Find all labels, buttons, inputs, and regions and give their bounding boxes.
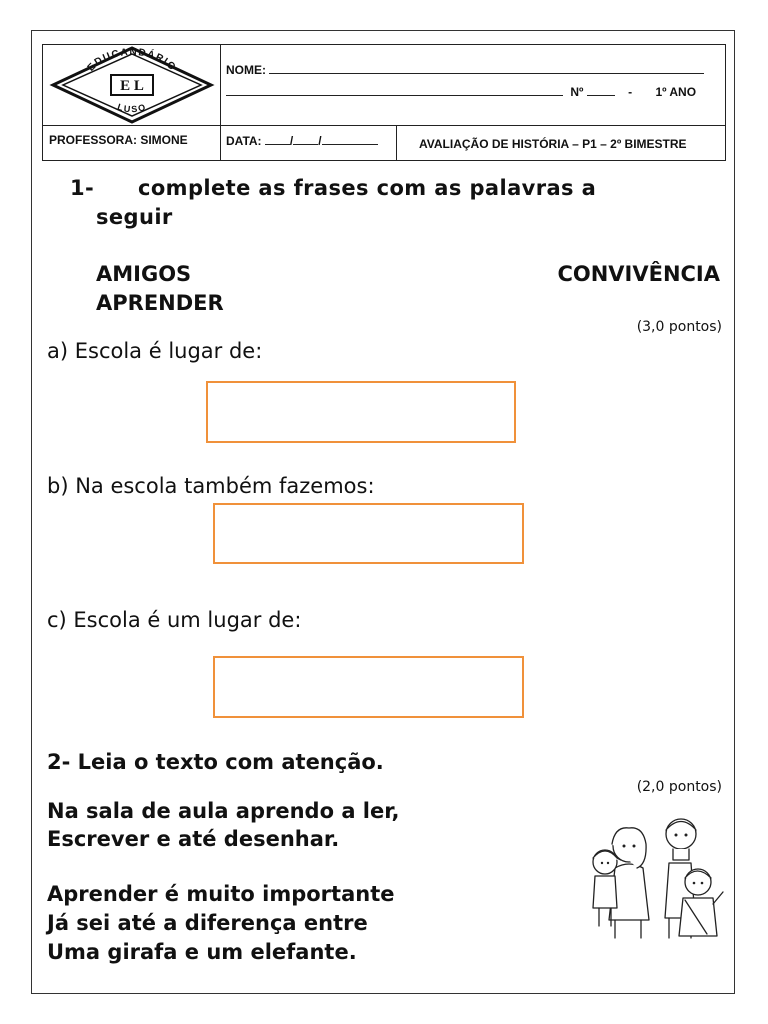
professora-label: PROFESSORA: SIMONE <box>49 133 188 147</box>
avaliacao-title: AVALIAÇÃO DE HISTÓRIA – P1 – 2º BIMESTRE <box>419 137 687 151</box>
svg-text:E L: E L <box>120 78 144 94</box>
numero-blank[interactable] <box>587 84 615 96</box>
poem-line-2: Escrever e até desenhar. <box>47 827 340 851</box>
data-day-blank[interactable] <box>265 133 290 145</box>
q1-title-line1: complete as frases com as palavras a <box>138 176 597 200</box>
nome-label: NOME: <box>226 63 266 77</box>
answer-box-a[interactable] <box>206 381 516 443</box>
word-convivencia: CONVIVÊNCIA <box>557 262 720 286</box>
nome-blank-line2[interactable] <box>226 84 563 96</box>
header-divider-v1 <box>220 45 221 160</box>
data-year-blank[interactable] <box>322 133 378 145</box>
numero-label: Nº <box>570 85 584 99</box>
answer-box-b[interactable] <box>213 503 524 564</box>
school-logo <box>43 45 220 125</box>
header-table <box>42 44 726 161</box>
item-a-label: a) Escola é lugar de: <box>47 339 263 363</box>
svg-text:LUSO: LUSO <box>116 101 148 115</box>
data-slash: / <box>289 134 294 148</box>
q1-points: (3,0 pontos) <box>636 319 722 335</box>
item-c-label: c) Escola é um lugar de: <box>47 608 302 632</box>
header-divider-h <box>43 125 725 126</box>
q1-title-line2: seguir <box>96 205 173 229</box>
svg-text:EDUCANDÁRIO: EDUCANDÁRIO <box>85 46 179 74</box>
numero-row <box>226 84 696 99</box>
answer-box-c[interactable] <box>213 656 524 718</box>
q1-number: 1- <box>70 176 95 200</box>
poem-line-1: Na sala de aula aprendo a ler, <box>47 799 400 823</box>
data-label: DATA: <box>226 134 262 148</box>
poem-line-4: Já sei até a diferença entre <box>47 911 368 935</box>
children-illustration-icon <box>585 808 725 948</box>
word-aprender: APRENDER <box>96 291 224 315</box>
q2-points: (2,0 pontos) <box>636 779 722 795</box>
data-field[interactable] <box>226 133 378 148</box>
data-slash: / <box>318 134 322 148</box>
nome-field[interactable] <box>226 62 704 77</box>
word-amigos: AMIGOS <box>96 262 192 286</box>
poem-line-5: Uma girafa e um elefante. <box>47 940 357 964</box>
poem-line-3: Aprender é muito importante <box>47 882 395 906</box>
header-divider-v2 <box>396 125 397 160</box>
item-b-label: b) Na escola também fazemos: <box>47 474 375 498</box>
ano-label: 1º ANO <box>655 85 697 99</box>
logo-diamond-icon <box>43 45 220 125</box>
q2-title: 2- Leia o texto com atenção. <box>47 750 384 774</box>
nome-blank[interactable] <box>269 62 704 74</box>
data-month-blank[interactable] <box>293 133 318 145</box>
numero-separator: - <box>628 85 633 99</box>
